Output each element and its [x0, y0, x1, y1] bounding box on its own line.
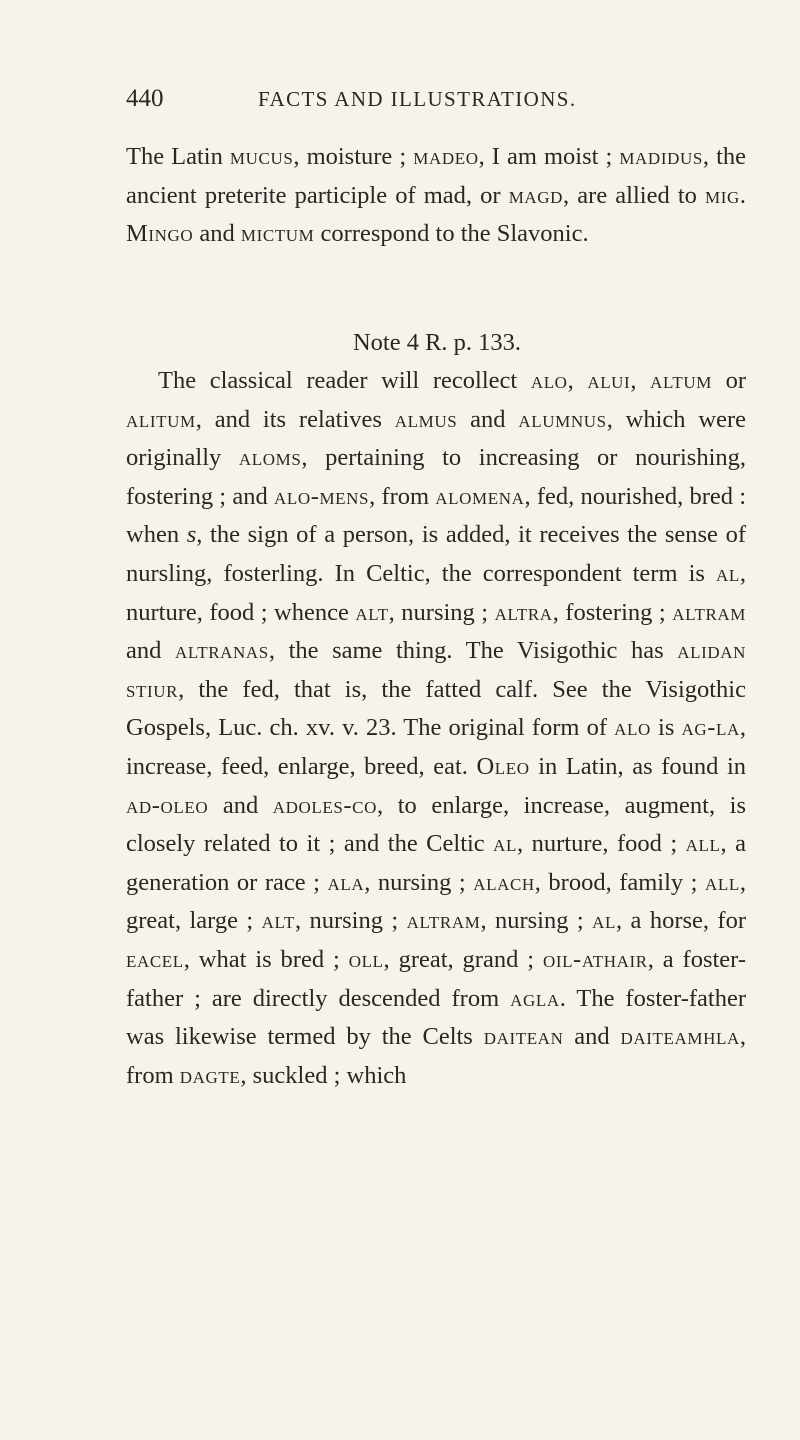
text-run: , from [369, 482, 436, 510]
italic-word: s [186, 521, 197, 549]
term-word: alitum [126, 405, 196, 433]
term-word: al [592, 907, 616, 935]
text-run: , suckled ; which [240, 1061, 407, 1089]
text-run: , fostering ; [552, 598, 673, 626]
text-run: , great, grand ; [383, 945, 543, 973]
term-word: altranas [174, 637, 269, 665]
term-word: mucus [229, 143, 294, 170]
text-run: , and its relatives [195, 405, 395, 433]
text-run: The Latin [126, 143, 230, 170]
term-word: almus [394, 405, 458, 433]
term-word: alo [614, 714, 651, 742]
paragraph-2 [126, 362, 746, 1095]
text-run: , nurture, food ; [517, 830, 686, 858]
text-run: The classical reader will recollect [158, 367, 531, 394]
term-word: alumnus [518, 405, 607, 433]
text-run: and [208, 791, 273, 819]
term-word: ag-la [681, 714, 740, 742]
text-run: and [193, 220, 241, 248]
term-word: all [705, 868, 740, 896]
term-word: alidan stiur [126, 637, 747, 703]
page-number: 440 [126, 85, 164, 112]
text-run: , the ancient preterite participle of mad, or [126, 143, 747, 209]
term-word: madeo [413, 143, 479, 170]
text-run: . [739, 181, 747, 209]
term-word: aloms [238, 444, 302, 472]
term-word: oll [348, 945, 384, 973]
term-word: adoles-co [272, 791, 377, 819]
term-word: daiteamhla [620, 1023, 740, 1051]
term-word: Mingo [126, 220, 194, 248]
text-run: in Latin, as found in [529, 752, 747, 780]
text-run: and [126, 637, 175, 665]
running-title: FACTS AND ILLUSTRATIONS. [258, 87, 577, 111]
text-run: , are allied to [563, 181, 706, 209]
term-word: altum [650, 367, 712, 394]
running-head [126, 82, 746, 116]
term-word: oil-athair [542, 945, 648, 973]
term-word: madidus [619, 143, 703, 170]
term-word: daitean [483, 1023, 564, 1051]
text-run: , I am moist ; [478, 143, 620, 170]
term-word: dagte [179, 1061, 241, 1089]
term-word: alomena [435, 482, 525, 510]
text-run: , increase, feed, enlarge, breed, eat. [126, 714, 747, 780]
text-run: , nursing ; [364, 868, 474, 896]
term-word: ad-oleo [126, 791, 209, 819]
term-word: mictum [240, 220, 315, 248]
text-run: , [567, 367, 588, 394]
term-word: altra [494, 598, 553, 626]
text-run: , the same thing. The Visigothic has [268, 637, 678, 665]
text-run: , pertaining to increasing or nourishing, fostering ; and [126, 444, 747, 510]
term-word: ala [327, 868, 365, 896]
term-word: Oleo [476, 752, 530, 780]
text-run: or [711, 367, 746, 394]
text-run: , fed, nourished, bred : when [126, 482, 747, 549]
text-run: , to enlarge, increase, augment, is closely related to it ; and the Celtic [126, 791, 746, 858]
term-word: alo [530, 367, 568, 394]
term-word: al [716, 559, 740, 587]
text-run: , the fed, that is, the fatted calf. See the Visigothic Gospels, Luc. ch. xv. v. 23. The original form of [126, 675, 746, 742]
term-word: mig [705, 181, 740, 209]
term-word: alt [261, 907, 295, 935]
text-run: , the sign of a person, is added, it receives the sense of nursling, fosterling. In Celtic, the correspondent term is [126, 521, 746, 587]
term-word: altram [672, 598, 747, 626]
term-word: alt [355, 598, 389, 626]
text-run: , nurture, food ; whence [126, 559, 746, 626]
text-run: , brood, family ; [534, 868, 706, 896]
term-word: alach [473, 868, 535, 896]
term-word: alui [587, 367, 631, 394]
text-run: and [457, 405, 519, 433]
text-run: , moisture ; [293, 143, 414, 170]
text-run: correspond to the Slavonic. [314, 220, 589, 248]
term-word: altram [406, 907, 481, 935]
text-run: , a foster-father ; are directly descended from [126, 945, 746, 1012]
term-word: all [685, 830, 721, 858]
text-run: , nursing ; [480, 907, 593, 935]
text-run: . The foster-father was likewise termed by the Celts [126, 984, 746, 1051]
text-run: , what is bred ; [183, 945, 349, 973]
text-run: , [630, 367, 651, 394]
text-run: is [650, 714, 682, 742]
term-word: alo-mens [273, 482, 370, 510]
text-run: , a generation or race ; [126, 830, 746, 896]
term-word: magd [508, 181, 564, 209]
text-run: , nursing ; [388, 598, 495, 626]
text-run: , great, large ; [126, 868, 746, 935]
paragraph-1 [126, 138, 746, 254]
term-word: al [493, 830, 518, 858]
term-word: eacel [126, 945, 184, 973]
term-word: agla [510, 984, 560, 1012]
note-heading: Note 4 R. p. 133. [352, 329, 522, 356]
text-run: , from [126, 1023, 746, 1089]
text-run: , nursing ; [294, 907, 407, 935]
text-run: and [563, 1023, 621, 1051]
text-run: , which were originally [126, 405, 747, 472]
text-run: , a horse, for [616, 907, 746, 935]
